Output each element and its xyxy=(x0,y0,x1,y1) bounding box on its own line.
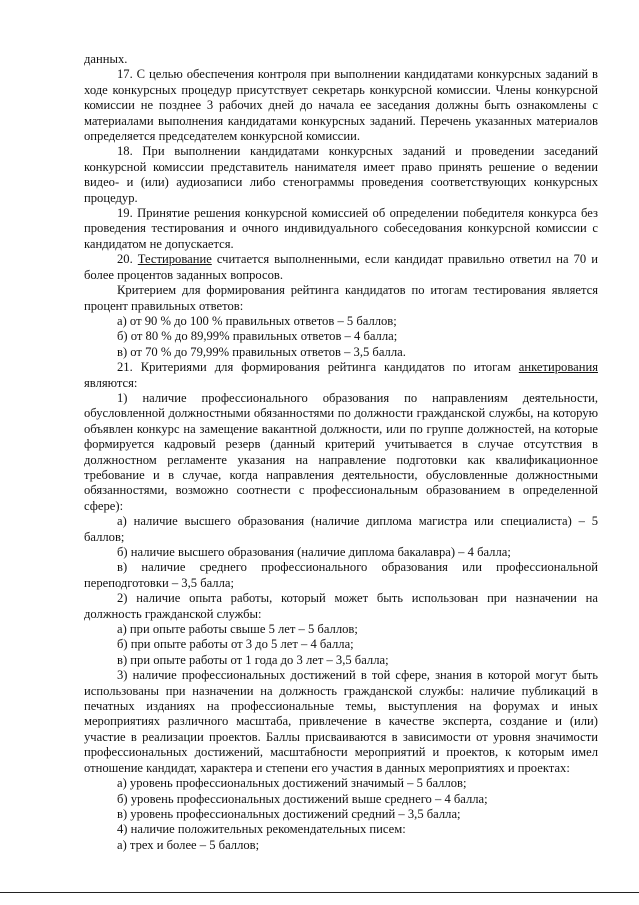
paragraph xyxy=(84,622,598,637)
paragraph xyxy=(84,252,598,283)
paragraph-text: являются: xyxy=(84,375,138,390)
paragraph xyxy=(84,653,598,668)
paragraph xyxy=(84,206,598,252)
paragraph xyxy=(84,560,598,591)
paragraph xyxy=(84,52,598,67)
paragraph xyxy=(84,345,598,360)
paragraph xyxy=(84,776,598,791)
paragraph xyxy=(84,144,598,206)
paragraph-text: 20. xyxy=(117,252,138,267)
underlined-term: Тестирование xyxy=(137,252,212,267)
paragraph-text: а) от 90 % до 100 % правильных ответов – 5 баллов; xyxy=(117,313,397,328)
paragraph-text: б) от 80 % до 89,99% правильных ответов – 4 балла; xyxy=(117,329,398,344)
paragraph xyxy=(84,807,598,822)
paragraph xyxy=(84,822,598,837)
paragraph xyxy=(84,668,598,776)
paragraph xyxy=(84,514,598,545)
paragraph-text: а) трех и более – 5 баллов; xyxy=(117,837,260,852)
paragraph-text: Критерием для формирования рейтинга кандидатов по итогам тестирования является процент правильных ответов: xyxy=(84,283,598,313)
document-body xyxy=(84,52,598,853)
paragraph xyxy=(84,314,598,329)
paragraph-text: считается выполненными, если кандидат правильно ответил на 70 и более процентов заданных вопросов. xyxy=(84,252,598,282)
underlined-term: анкетирования xyxy=(518,360,598,375)
paragraph-text: 18. При выполнении кандидатами конкурсных заданий и проведении заседаний конкурсной комиссии представитель нанимателя имеет право принять решение о ведении видео- и (или) аудиозаписи либо стенограммы проведения соответствующих конкурсных процедур. xyxy=(84,144,598,205)
paragraph-text: в) уровень профессиональных достижений средний – 3,5 балла; xyxy=(117,806,461,821)
paragraph xyxy=(84,360,598,391)
paragraph xyxy=(84,67,598,144)
paragraph-text: 19. Принятие решения конкурсной комиссией об определении победителя конкурса без проведения тестирования и очного индивидуального собеседования конкурсной комиссии с кандидатом не допускается. xyxy=(84,206,598,251)
paragraph-text: б) наличие высшего образования (наличие диплома бакалавра) – 4 балла; xyxy=(117,545,511,559)
paragraph xyxy=(84,391,598,514)
page-bottom-rule xyxy=(0,892,639,893)
paragraph-text: а) наличие высшего образования (наличие диплома магистра или специалиста) – 5 баллов; xyxy=(84,514,598,544)
paragraph-text: данных. xyxy=(84,52,128,66)
paragraph xyxy=(84,329,598,344)
paragraph xyxy=(84,545,598,560)
paragraph-text: 4) наличие положительных рекомендательных писем: xyxy=(117,822,406,837)
paragraph xyxy=(84,283,598,314)
paragraph xyxy=(84,838,598,853)
paragraph-text: 1) наличие профессионального образования по направлениям деятельности, обусловленной должностными обязанностями по должности гражданской службы, на которую объявлен конкурс на замещение вакантной должности, или по группе должностей, на которые формируется кадровый резерв (данный критерий учитывается в случае отсутствия в должностном регламенте указания на направление подготовки как квалификационное требование и в случае, когда направления деятельности, обусловленные должностными обязанностями, возможно соотнести с профессиональным образованием в определенной сфере): xyxy=(84,390,598,513)
paragraph-text: 17. С целью обеспечения контроля при выполнении кандидатами конкурсных заданий в ходе конкурсных процедур присутствует секретарь конкурсной комиссии. Члены конкурсной комиссии не позднее 3 рабочих дней до начала ее заседания должны быть ознакомлены с материалами выполнения кандидатами конкурсных заданий. Перечень указанных материалов определяется председателем конкурсной комиссии. xyxy=(84,67,598,144)
paragraph-text: б) при опыте работы от 3 до 5 лет – 4 балла; xyxy=(117,637,354,652)
paragraph-text: а) уровень профессиональных достижений значимый – 5 баллов; xyxy=(117,776,467,791)
paragraph xyxy=(84,792,598,807)
paragraph xyxy=(84,591,598,622)
paragraph-text: 21. Критериями для формирования рейтинга кандидатов по итогам xyxy=(117,360,519,375)
paragraph-text: 3) наличие профессиональных достижений в той сфере, знания в которой могут быть использованы при назначении на должность гражданской службы: наличие публикаций в печатных изданиях на профессиональные темы, выступления на форумах и иных мероприятиях различного масштаба, привлечение в качестве эксперта, создание и (или) участие в реализации проектов. Баллы присваиваются в зависимости от уровня значимости профессиональных достижений, масштабности мероприятий и проектов, к которым имел отношение кандидат, характера и степени его участия в данных мероприятиях и проектах: xyxy=(84,668,598,775)
paragraph-text: 2) наличие опыта работы, который может быть использован при назначении на должность гражданской службы: xyxy=(84,591,598,621)
paragraph-text: в) наличие среднего профессионального образования или профессиональной переподготовки – 3,5 балла; xyxy=(84,560,598,590)
paragraph-text: в) при опыте работы от 1 года до 3 лет – 3,5 балла; xyxy=(117,652,389,667)
paragraph xyxy=(84,637,598,652)
paragraph-text: а) при опыте работы свыше 5 лет – 5 баллов; xyxy=(117,622,358,637)
paragraph-text: в) от 70 % до 79,99% правильных ответов – 3,5 балла. xyxy=(117,344,406,359)
paragraph-text: б) уровень профессиональных достижений выше среднего – 4 балла; xyxy=(117,791,488,806)
